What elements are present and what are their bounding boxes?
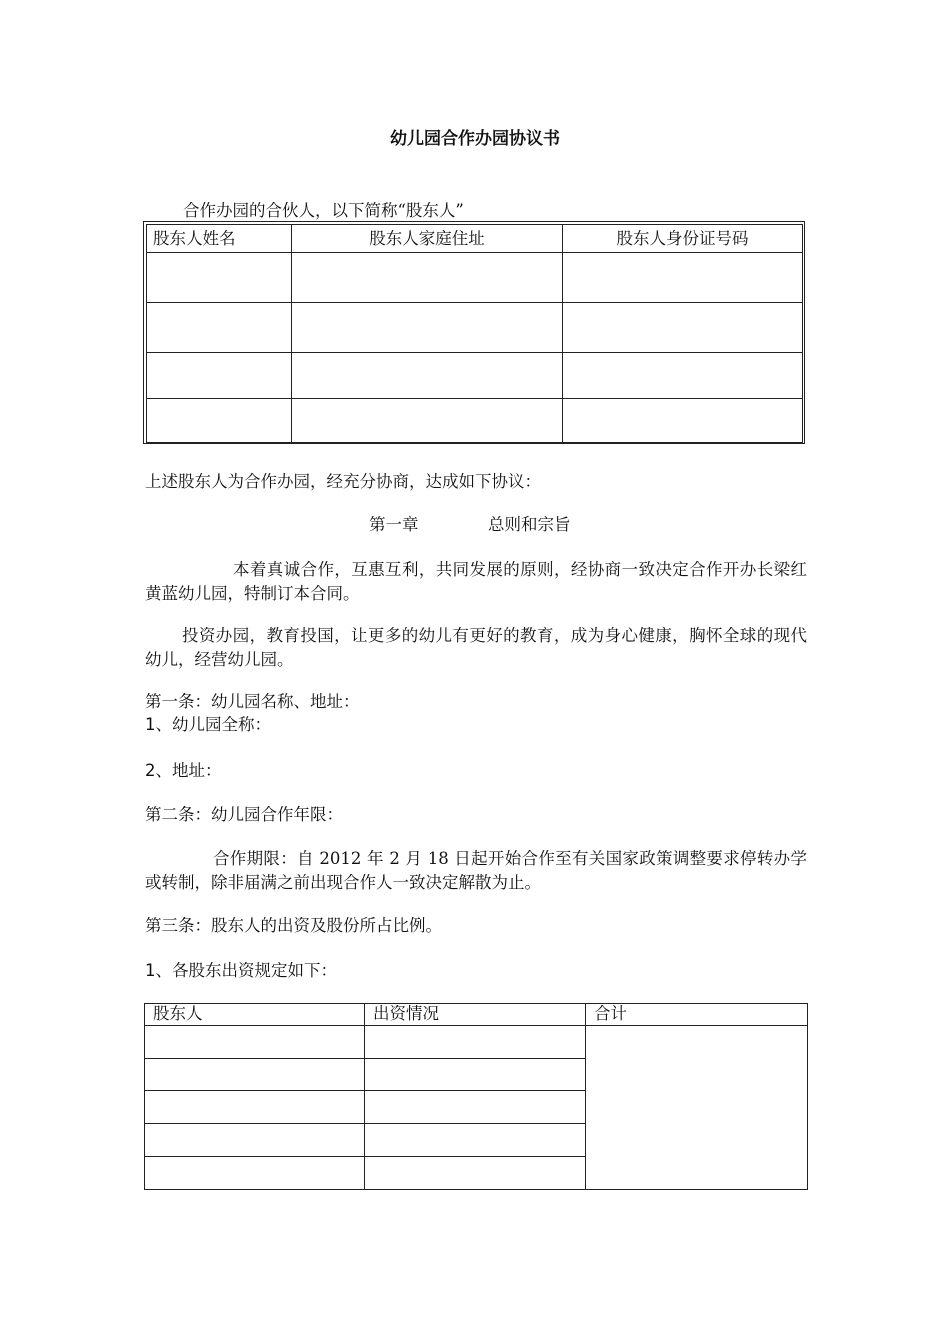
header-investment: 出资情况 bbox=[365, 1004, 586, 1026]
chapter-name: 总则和宗旨 bbox=[488, 515, 571, 534]
table-cell[interactable] bbox=[292, 353, 563, 399]
total-cell[interactable] bbox=[586, 1026, 808, 1190]
intro-text: 合作办园的合伙人，以下简称“股东人” bbox=[183, 201, 464, 220]
article2-term: 合作期限：自 2012 年 2 月 18 日起开始合作至有关国家政策调整要求停转办学或转制，除非届满之前出现合作人一致决定解散为止。 bbox=[145, 849, 807, 892]
table-row bbox=[147, 303, 803, 353]
article1-item1: 1、幼儿园全称： bbox=[145, 715, 271, 734]
table-cell[interactable] bbox=[365, 1157, 586, 1190]
table-row bbox=[147, 399, 803, 443]
table-cell[interactable] bbox=[147, 303, 292, 353]
table-cell[interactable] bbox=[145, 1124, 365, 1157]
article1-title: 第一条：幼儿园名称、地址： bbox=[145, 692, 360, 711]
table-cell[interactable] bbox=[365, 1026, 586, 1059]
table-cell[interactable] bbox=[145, 1157, 365, 1190]
table-row bbox=[147, 353, 803, 399]
shareholder-info-table bbox=[143, 221, 805, 444]
table-cell[interactable] bbox=[365, 1124, 586, 1157]
article1-item2: 2、地址： bbox=[145, 761, 222, 780]
paragraph-purpose: 投资办园，教育投国，让更多的幼儿有更好的教育，成为身心健康，胸怀全球的现代幼儿，经营幼儿园。 bbox=[145, 626, 807, 669]
header-total: 合计 bbox=[586, 1004, 808, 1026]
paragraph-principle: 本着真诚合作，互惠互利，共同发展的原则，经协商一致决定合作开办长梁红黄蓝幼儿园，特制订本合同。 bbox=[145, 560, 807, 603]
table-cell[interactable] bbox=[292, 399, 563, 443]
table-cell[interactable] bbox=[145, 1026, 365, 1059]
document-title: 幼儿园合作办园协议书 bbox=[390, 129, 560, 149]
table-cell[interactable] bbox=[365, 1091, 586, 1124]
table-cell[interactable] bbox=[563, 303, 803, 353]
article3-item1: 1、各股东出资规定如下： bbox=[145, 961, 337, 980]
table-row bbox=[145, 1026, 808, 1059]
table-cell[interactable] bbox=[563, 353, 803, 399]
header-id-number: 股东人身份证号码 bbox=[563, 225, 803, 253]
table-cell[interactable] bbox=[145, 1091, 365, 1124]
table-cell[interactable] bbox=[147, 353, 292, 399]
table-cell[interactable] bbox=[563, 399, 803, 443]
header-shareholder: 股东人 bbox=[145, 1004, 365, 1026]
table-cell[interactable] bbox=[145, 1059, 365, 1091]
table-row bbox=[147, 253, 803, 303]
investment-table bbox=[144, 1003, 808, 1190]
table-cell[interactable] bbox=[147, 253, 292, 303]
table-cell[interactable] bbox=[292, 253, 563, 303]
article2-title: 第二条：幼儿园合作年限： bbox=[145, 805, 343, 824]
table-cell[interactable] bbox=[147, 399, 292, 443]
table-cell[interactable] bbox=[563, 253, 803, 303]
article3-title: 第三条：股东人的出资及股份所占比例。 bbox=[145, 916, 442, 935]
table-cell[interactable] bbox=[365, 1059, 586, 1091]
agreement-statement: 上述股东人为合作办园，经充分协商，达成如下协议： bbox=[145, 472, 541, 491]
chapter-number: 第一章 bbox=[369, 515, 419, 534]
table-cell[interactable] bbox=[292, 303, 563, 353]
header-home-address: 股东人家庭住址 bbox=[292, 225, 563, 253]
header-shareholder-name: 股东人姓名 bbox=[147, 225, 292, 253]
